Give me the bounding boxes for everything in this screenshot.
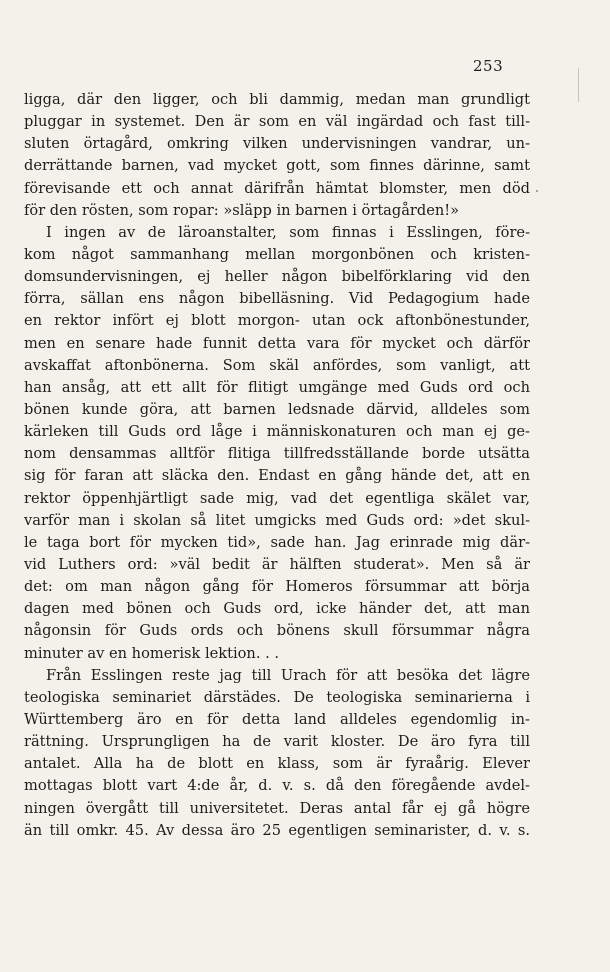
text-line: minuter av en homerisk lektion. . . [24, 644, 280, 662]
page-speck [536, 190, 538, 192]
text-line: en rektor infört ej blott morgon- utan ock aftonbönestunder, [24, 312, 530, 330]
text-line: ligga, där den ligger, och bli dammig, medan man grundligt [24, 91, 530, 108]
text-line: förevisande ett och annat därifrån hämtat blomster, men död [24, 179, 530, 197]
text-line: kärleken till Guds ord låge i människonaturen och man ej ge- [24, 423, 530, 441]
page-edge-mark [578, 68, 579, 102]
text-line: I ingen av de läroanstalter, som finnas i Esslingen, före- [46, 223, 530, 241]
text-line: för den rösten, som ropar: »släpp in barnen i örtagården!» [24, 201, 460, 219]
text-line: men en senare hade funnit detta vara för mycket och därför [24, 334, 530, 352]
text-line: än till omkr. 45. Av dessa äro 25 egentligen seminarister, d. v. s. [24, 821, 530, 839]
text-line: antalet. Alla ha de blott en klass, som är fyraårig. Elever [24, 755, 530, 773]
text-line: mottagas blott vart 4:de år, d. v. s. då den föregående avdel- [24, 777, 530, 795]
text-line: ningen övergått till universitetet. Deras antal får ej gå högre [24, 799, 530, 817]
text-line: rektor öppenhjärtligt sade mig, vad det egentliga skälet var, [24, 489, 530, 507]
text-line: någonsin för Guds ords och bönens skull försummar några [24, 622, 530, 640]
text-line: rättning. Ursprungligen ha de varit kloster. De äro fyra till [24, 733, 530, 751]
text-line: le taga bort för mycken tid», sade han. Jag erinrade mig där- [24, 533, 530, 551]
text-line: domsundervisningen, ej heller någon bibelförklaring vid den [24, 268, 530, 286]
page-number: 253 [473, 57, 504, 75]
text-line: avskaffat aftonbönerna. Som skäl anfördes, som vanligt, att [24, 356, 530, 374]
text-line: han ansåg, att ett allt för flitigt umgänge med Guds ord och [24, 378, 530, 396]
text-line: sig för faran att släcka den. Endast en gång hände det, att en [24, 467, 530, 485]
text-line: det: om man någon gång för Homeros försummar att börja [24, 578, 530, 596]
text-line: teologiska seminariet därstädes. De teologiska seminarierna i [24, 688, 530, 706]
text-line: förra, sällan ens någon bibelläsning. Vid Pedagogium hade [24, 290, 530, 308]
text-line: derrättande barnen, vad mycket gott, som finnes därinne, samt [24, 157, 530, 175]
text-line: Württemberg äro en för detta land alldeles egendomlig in- [24, 710, 530, 728]
text-line: varför man i skolan så litet umgicks med Guds ord: »det skul- [24, 511, 530, 529]
text-line: bönen kunde göra, att barnen ledsnade därvid, alldeles som [24, 400, 530, 418]
text-line: nom densammas alltför flitiga tillfredsställande borde utsätta [24, 445, 530, 463]
text-line: pluggar in systemet. Den är som en väl ingärdad och fast till- [24, 113, 530, 131]
text-line: kom något sammanhang mellan morgonbönen och kristen- [24, 245, 530, 263]
text-line: vid Luthers ord: »väl bedit är hälften studerat». Men så är [24, 555, 530, 573]
body-text [24, 89, 530, 842]
text-line: sluten örtagård, omkring vilken undervisningen vandrar, un- [24, 135, 530, 153]
text-line: dagen med bönen och Guds ord, icke händer det, att man [24, 600, 530, 618]
text-line: Från Esslingen reste jag till Urach för att besöka det lägre [46, 666, 530, 684]
